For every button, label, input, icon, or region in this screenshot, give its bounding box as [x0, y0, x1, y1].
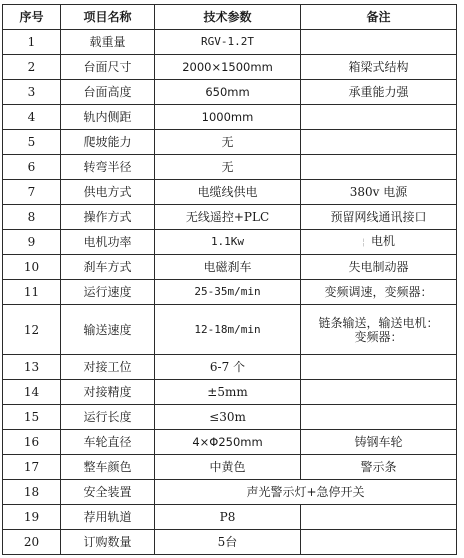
row-no: 13 — [3, 355, 61, 380]
row-spec: ≤30m — [155, 405, 301, 430]
table-row — [3, 205, 457, 230]
row-no: 6 — [3, 155, 61, 180]
row-note — [301, 105, 457, 130]
row-no: 20 — [3, 530, 61, 555]
row-item: 安全装置 — [61, 480, 155, 505]
row-spec: 650mm — [155, 80, 301, 105]
row-note: 铸钢车轮 — [301, 430, 457, 455]
row-item: 运行速度 — [61, 280, 155, 305]
row-note — [301, 380, 457, 405]
row-note — [301, 30, 457, 55]
row-spec: 2000×1500mm — [155, 55, 301, 80]
row-no: 11 — [3, 280, 61, 305]
spec-sheet — [2, 4, 456, 555]
row-spec: P8 — [155, 505, 301, 530]
row-spec: 6-7 个 — [155, 355, 301, 380]
row-note: 电机 — [371, 234, 396, 248]
row-item: 转弯半径 — [61, 155, 155, 180]
row-spec: 无线遥控+PLC — [155, 205, 301, 230]
table-row — [3, 455, 457, 480]
row-spec: 1000mm — [155, 105, 301, 130]
header-no: 序号 — [3, 5, 61, 30]
table-row — [3, 30, 457, 55]
table-row — [3, 305, 457, 355]
row-item: 载重量 — [61, 30, 155, 55]
row-spec: 电缆线供电 — [155, 180, 301, 205]
table-row — [3, 180, 457, 205]
table-header-row — [3, 5, 457, 30]
row-no: 10 — [3, 255, 61, 280]
row-item: 对接精度 — [61, 380, 155, 405]
row-item: 爬坡能力 — [61, 130, 155, 155]
row-spec: 中黄色 — [155, 455, 301, 480]
row-spec: 5台 — [155, 530, 301, 555]
table-row — [3, 430, 457, 455]
row-spec: ±5mm — [155, 380, 301, 405]
row-item: 对接工位 — [61, 355, 155, 380]
table-row — [3, 55, 457, 80]
table-row — [3, 505, 457, 530]
row-note-cell — [301, 230, 457, 255]
table-row — [3, 255, 457, 280]
table-row — [3, 280, 457, 305]
spec-table — [2, 4, 457, 555]
row-note — [301, 355, 457, 380]
table-row — [3, 130, 457, 155]
row-note: 链条输送，输送电机： 变频器： — [301, 305, 457, 355]
row-spec: 电磁刹车 — [155, 255, 301, 280]
row-no: 9 — [3, 230, 61, 255]
row-spec: 1.1Kw — [155, 230, 301, 255]
table-row — [3, 105, 457, 130]
row-note: 承重能力强 — [301, 80, 457, 105]
table-row — [3, 530, 457, 555]
row-no: 8 — [3, 205, 61, 230]
row-spec: 无 — [155, 130, 301, 155]
row-item: 荐用轨道 — [61, 505, 155, 530]
row-spec: 无 — [155, 155, 301, 180]
row-no: 14 — [3, 380, 61, 405]
row-spec: 12-18m/min — [155, 305, 301, 355]
row-item: 运行长度 — [61, 405, 155, 430]
row-no: 4 — [3, 105, 61, 130]
table-row — [3, 80, 457, 105]
row-spec: 4×Φ250mm — [155, 430, 301, 455]
row-item: 台面高度 — [61, 80, 155, 105]
row-item: 台面尺寸 — [61, 55, 155, 80]
header-item: 项目名称 — [61, 5, 155, 30]
row-no: 16 — [3, 430, 61, 455]
row-item: 操作方式 — [61, 205, 155, 230]
row-note: 箱梁式结构 — [301, 55, 457, 80]
row-item: 轨内侧距 — [61, 105, 155, 130]
row-item: 订购数量 — [61, 530, 155, 555]
row-no: 7 — [3, 180, 61, 205]
table-row — [3, 480, 457, 505]
row-spec: 25-35m/min — [155, 280, 301, 305]
table-row — [3, 405, 457, 430]
row-note — [301, 505, 457, 530]
table-row — [3, 355, 457, 380]
row-no: 18 — [3, 480, 61, 505]
row-item: 输送速度 — [61, 305, 155, 355]
row-no: 1 — [3, 30, 61, 55]
row-no: 15 — [3, 405, 61, 430]
row-note: 预留网线通讯接口 — [301, 205, 457, 230]
row-item: 整车颜色 — [61, 455, 155, 480]
row-item: 刹车方式 — [61, 255, 155, 280]
row-no: 2 — [3, 55, 61, 80]
row-note — [301, 405, 457, 430]
row-spec-merged: 声光警示灯+急停开关 — [155, 480, 457, 505]
row-no: 19 — [3, 505, 61, 530]
faint-mark: ¦ — [361, 238, 366, 248]
table-row — [3, 155, 457, 180]
header-spec: 技术参数 — [155, 5, 301, 30]
table-row — [3, 230, 457, 255]
header-note: 备注 — [301, 5, 457, 30]
row-note — [301, 155, 457, 180]
row-item: 电机功率 — [61, 230, 155, 255]
row-no: 12 — [3, 305, 61, 355]
row-item: 车轮直径 — [61, 430, 155, 455]
row-no: 17 — [3, 455, 61, 480]
row-no: 5 — [3, 130, 61, 155]
row-note: 380v 电源 — [301, 180, 457, 205]
row-note — [301, 530, 457, 555]
row-note: 警示条 — [301, 455, 457, 480]
table-row — [3, 380, 457, 405]
row-spec: RGV-1.2T — [155, 30, 301, 55]
row-note: 失电制动器 — [301, 255, 457, 280]
row-no: 3 — [3, 80, 61, 105]
row-note — [301, 130, 457, 155]
row-item: 供电方式 — [61, 180, 155, 205]
row-note: 变频调速，变频器： — [301, 280, 457, 305]
